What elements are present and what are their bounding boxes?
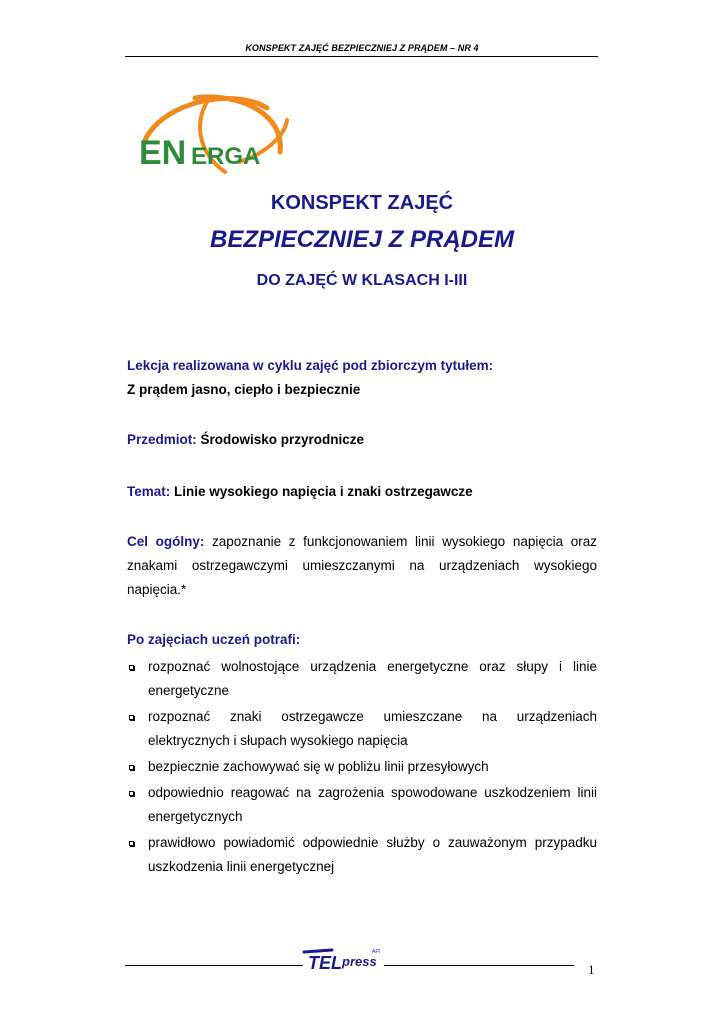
page-number: 1 — [588, 962, 595, 977]
bullet-square-icon — [129, 665, 134, 670]
subject-section — [127, 428, 597, 452]
footer-divider-right — [384, 965, 574, 966]
svg-text:TEL: TEL — [308, 953, 342, 973]
list-item: odpowiednio reagować na zagrożenia spowodowane uszkodzeniem linii energetycznych — [127, 781, 597, 829]
subject-value: Środowisko przyrodnicze — [200, 432, 365, 447]
bullet-square-icon — [129, 715, 134, 720]
list-item: prawidłowo powiadomić odpowiednie służby o zauważonym przypadku uszkodzenia linii energetycznej — [127, 831, 597, 879]
list-item: bezpiecznie zachowywać się w pobliżu linii przesyłowych — [127, 755, 597, 779]
energa-logo — [135, 92, 295, 174]
grade-subtitle: DO ZAJĘĆ W KLASACH I-III — [256, 272, 468, 289]
goal-label: Cel ogólny: — [127, 534, 205, 549]
svg-text:press: press — [342, 954, 377, 969]
outcomes-list — [127, 655, 597, 881]
bullet-square-icon — [129, 791, 134, 796]
topic-section — [127, 480, 597, 504]
goal-value: zapoznanie z funkcjonowaniem linii wysokiego napięcia oraz znakami ostrzegawczymi umieszczanymi na urządzeniach wysokiego napięcia.* — [127, 534, 597, 597]
subject-label: Przedmiot: — [127, 432, 197, 447]
svg-text:API: API — [372, 949, 381, 955]
outcomes-label: Po zajęciach uczeń potrafi: — [127, 632, 301, 647]
program-title: BEZPIECZNIEJ Z PRĄDEM — [209, 226, 515, 253]
telpress-logo — [302, 944, 386, 974]
cycle-label: Lekcja realizowana w cyklu zajęć pod zbiorczym tytułem: — [127, 358, 494, 373]
svg-text:ERGA: ERGA — [191, 143, 261, 170]
svg-text:EN: EN — [139, 134, 187, 172]
header-divider — [125, 56, 598, 57]
list-item: rozpoznać wolnostojące urządzenia energetyczne oraz słupy i linie energetyczne — [127, 655, 597, 703]
topic-label: Temat: — [127, 484, 171, 499]
cycle-value: Z prądem jasno, ciepło i bezpiecznie — [127, 382, 361, 397]
running-header: KONSPEKT ZAJĘĆ BEZPIECZNIEJ Z PRĄDEM – NR 4 — [245, 43, 479, 53]
list-item: rozpoznać znaki ostrzegawcze umieszczane na urządzeniach elektrycznych i słupach wysokiego napięcia — [127, 705, 597, 753]
bullet-square-icon — [129, 841, 134, 846]
goal-section — [127, 530, 597, 602]
cycle-section — [127, 354, 597, 402]
document-title: KONSPEKT ZAJĘĆ — [270, 192, 454, 214]
footer-divider-left — [125, 965, 303, 966]
topic-value: Linie wysokiego napięcia i znaki ostrzegawcze — [174, 484, 473, 499]
bullet-square-icon — [129, 765, 134, 770]
